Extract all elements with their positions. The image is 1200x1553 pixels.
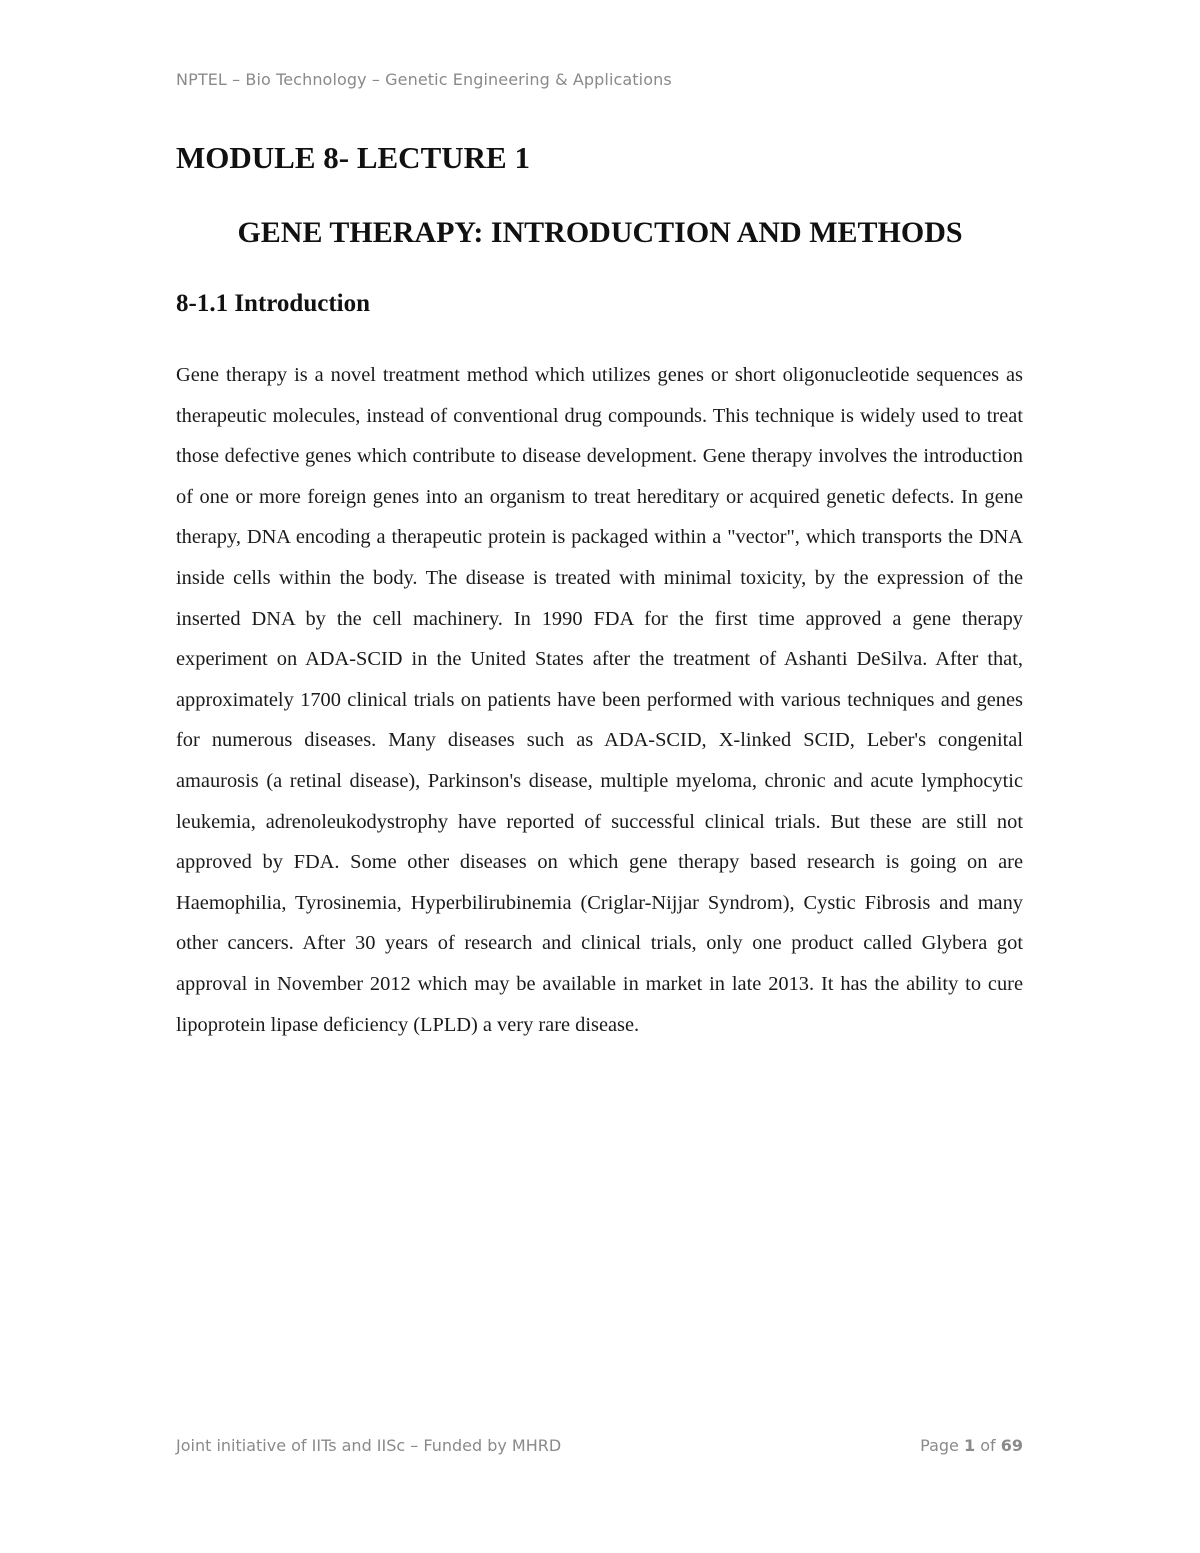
module-title: MODULE 8- LECTURE 1 <box>176 140 530 175</box>
page-header: NPTEL – Bio Technology – Genetic Engineering & Applications <box>176 70 672 89</box>
page-label: Page <box>920 1436 959 1455</box>
page-of: of <box>980 1436 996 1455</box>
page-current: 1 <box>963 1436 976 1455</box>
body-paragraph: Gene therapy is a novel treatment method which utilizes genes or short oligonucleotide sequences as therapeutic molecules, instead of conventional drug compounds. This technique is widely used to treat those defective genes which contribute to disease development. Gene therapy involves the introduction of one or more foreign genes into an organism to treat hereditary or acquired genetic defects. In gene therapy, DNA encoding a therapeutic protein is packaged within a "vector", which transports the DNA inside cells within the body. The disease is treated with minimal toxicity, by the expression of the inserted DNA by the cell machinery. In 1990 FDA for the first time approved a gene therapy experiment on ADA-SCID in the United States after the treatment of Ashanti DeSilva. After that, approximately 1700 clinical trials on patients have been performed with various techniques and genes for numerous diseases. Many diseases such as ADA-SCID, X-linked SCID, Leber's congenital amaurosis (a retinal disease), Parkinson's disease, multiple myeloma, chronic and acute lymphocytic leukemia, adrenoleukodystrophy have reported of successful clinical trials. But these are still not approved by FDA. Some other diseases on which gene therapy based research is going on are Haemophilia, Tyrosinemia, Hyperbilirubinemia (Criglar-Nijjar Syndrom), Cystic Fibrosis and many other cancers. After 30 years of research and clinical trials, only one product called Glybera got approval in November 2012 which may be available in market in late 2013. It has the ability to cure lipoprotein lipase deficiency (LPLD) a very rare disease. <box>176 364 1023 1036</box>
page-number <box>920 1436 1023 1455</box>
lecture-title: GENE THERAPY: INTRODUCTION AND METHODS <box>237 216 963 249</box>
section-heading: 8-1.1 Introduction <box>176 290 371 317</box>
page-total: 69 <box>1000 1436 1023 1455</box>
footer-credit: Joint initiative of IITs and IISc – Funded by MHRD <box>176 1436 562 1455</box>
